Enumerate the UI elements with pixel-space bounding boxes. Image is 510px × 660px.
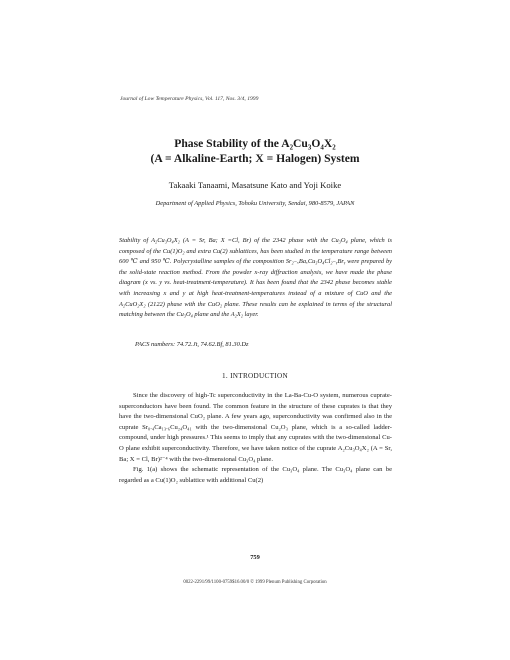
author-list: Takaaki Tanaami, Masatsune Kato and Yoji Koike (168, 180, 342, 190)
paper-title-line-1: Phase Stability of the A₂Cu₃O₄X₂ (174, 137, 336, 150)
affiliation: Department of Applied Physics, Tohoku University, Sendai, 980-8579, JAPAN (155, 200, 355, 207)
page-number: 759 (250, 554, 260, 561)
journal-header: Journal of Low Temperature Physics, Vol. 117, Nos. 3/4, 1999 (120, 96, 259, 102)
section-heading: 1. INTRODUCTION (222, 372, 288, 380)
section-body (119, 391, 392, 486)
paper-title (0, 136, 510, 166)
copyright-line: 0022-2291/99/1100-0759$16.00/0 © 1999 Plenum Publishing Corporation (183, 580, 327, 585)
paper-title-line-2: (A = Alkaline-Earth; X = Halogen) System (150, 152, 360, 165)
pacs-numbers: PACS numbers: 74.72.Jt, 74.62.Bf, 81.30.Dz (135, 341, 249, 348)
abstract-text: Stability of A₂Cu₃O₄X₂ (A = Sr, Ba; X =Cl, Br) of the 2342 phase with the Cu₃O₄ plane, which is composed of the Cu(1)O₂ and extra Cu(2) sublattices, has been studied in the temperature range between 600 ℃ and 950 ℃. Polycrystalline samples of the composition Sr₂₋ₓBaₓCu₃O₄Cl₂₋ᵧBrᵧ were prepared by the solid-state reaction method. From the powder x-ray diffraction analysis, we have made the phase diagram (x vs. y vs. heat-treatment-temperature). It has been found that the 2342 phase becomes stable with increasing x and y at high heat-treatment-temperatures instead of a mixture of CuO and the A₂CuO₂X₂ (2122) phase with the CuO₂ plane. These results can be explained in terms of the structural matching between the Cu₃O₄ plane and the A₂X₂ layer. (119, 237, 392, 319)
paragraph-1: Since the discovery of high-Tc superconductivity in the La-Ba-Cu-O system, numerous cuprate-superconductors have been found. The common feature in the structure of these cuprates is that they have the two-dimensional CuO₂ plane. A few years ago, superconductivity was confirmed also in the cuprate Sr₀.₄Ca₁₃.₆Cu₂₄O₄₁ with the two-dimensional Cu₂O₃ plane, which is a so-called ladder-compound, under high pressures.¹ This seems to imply that any cuprates with the two-dimensional Cu-O plane exhibit superconductivity. Therefore, we have taken notice of the cuprate A₂Cu₃O₄X₂ (A = Sr, Ba; X = Cl, Br)²⁻⁴ with the two-dimensional Cu₃O₄ plane. (119, 392, 392, 463)
paragraph-2: Fig. 1(a) shows the schematic representation of the Cu₃O₄ plane. The Cu₃O₄ plane can be regarded as a Cu(1)O₂ sublattice with additional Cu(2) (119, 466, 392, 484)
